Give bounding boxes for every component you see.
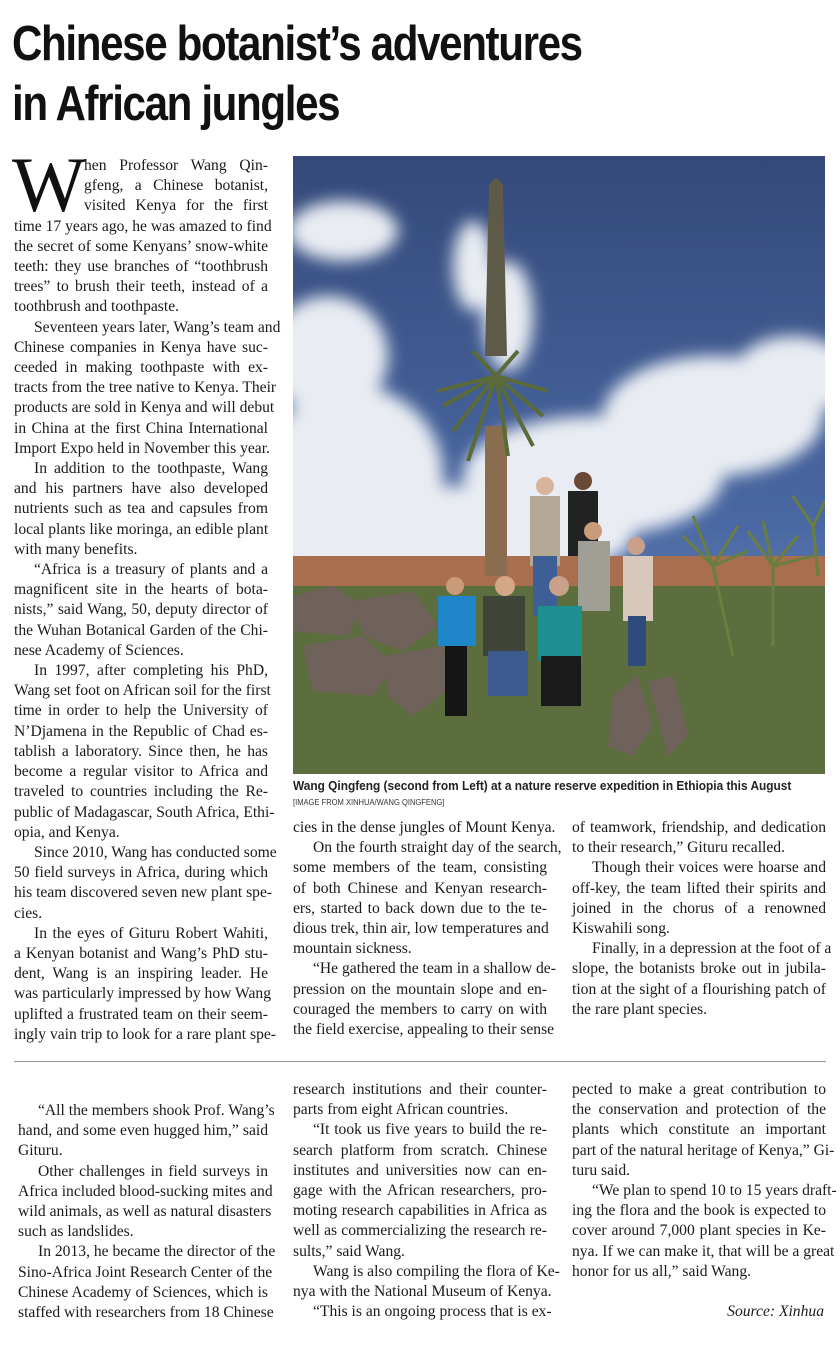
text-line: tracts from the tree native to Kenya. Their [14, 379, 277, 397]
paragraph [14, 560, 268, 661]
article-column-1 [14, 156, 281, 1045]
text-line: time in order to help the University of [14, 702, 268, 720]
text-line: nutrients such as tea and capsules from [14, 500, 268, 518]
paragraph [14, 156, 272, 318]
text-line: and his partners have also developed [14, 480, 268, 498]
text-line: ingly vain trip to look for a rare plant spe- [14, 1025, 276, 1043]
article-column-4 [18, 1101, 276, 1323]
text-line: Seventeen years later, Wang’s team and [34, 318, 281, 336]
text-line: Chinese companies in Kenya have suc- [14, 338, 268, 356]
text-line: pected to make a great contribution to [572, 1081, 826, 1098]
text-line: joined in the chorus of a renowned [572, 899, 826, 917]
text-line: toothbrush and toothpaste. [14, 298, 180, 316]
text-line: the Wuhan Botanical Garden of the Chi- [14, 621, 268, 639]
text-line: search platform from scratch. Chinese [293, 1141, 547, 1159]
text-line: was particularly impressed by how Wang [14, 985, 271, 1003]
text-line: wild animals, as well as natural disasters [18, 1203, 272, 1221]
text-line: plants which constitute an important [572, 1121, 826, 1139]
photo-credit: [IMAGE FROM XINHUA/WANG QINGFENG] [293, 797, 445, 807]
text-line: ceeded in making toothpaste with ex- [14, 359, 268, 377]
paragraph [572, 818, 826, 858]
text-line: Wang set foot on African soil for the first [14, 682, 271, 700]
paragraph [14, 318, 281, 459]
drop-cap: W [12, 141, 86, 228]
paragraph [14, 843, 277, 924]
text-line: institutes and universities now can en- [293, 1161, 547, 1179]
text-line: well as commercializing the research re- [293, 1222, 547, 1240]
text-line: In the eyes of Gituru Robert Wahiti, [34, 924, 268, 942]
text-line: Other challenges in field surveys in [38, 1162, 268, 1180]
text-line: Sino-Africa Joint Research Center of the [18, 1263, 273, 1281]
text-line: magnificent site in the hearts of bota- [14, 581, 268, 599]
text-line: gage with the African researchers, pro- [293, 1182, 547, 1200]
text-line: off-key, the team lifted their spirits and [572, 879, 826, 897]
text-line: moting research capabilities in Africa as [293, 1202, 547, 1220]
text-line: parts from eight African countries. [293, 1101, 509, 1119]
text-line: ers, started to back down due to the te- [293, 899, 547, 917]
text-line: Chinese Academy of Sciences, which is [18, 1283, 268, 1301]
text-line: the secret of some Kenyans’ snow-white [14, 237, 268, 255]
text-line: uplifted a frustrated team on their seem- [14, 1005, 268, 1023]
text-line: products are sold in Kenya and will debut [14, 399, 275, 417]
paragraph [572, 1181, 837, 1282]
photo-caption: Wang Qingfeng (second from Left) at a nature reserve expedition in Ethiopia this August [293, 778, 792, 793]
text-line: dious trek, thin air, low temperatures and [293, 920, 549, 938]
text-line: hen Professor Wang Qin- [84, 157, 268, 174]
text-line: staffed with researchers from 18 Chinese [18, 1304, 274, 1322]
text-line: become a regular visitor to Africa and [14, 763, 268, 781]
text-line: tion at the sight of a flourishing patch of [572, 980, 826, 998]
text-line: time 17 years ago, he was amazed to find [14, 217, 272, 235]
text-line: gfeng, a Chinese botanist, [84, 177, 268, 195]
text-line: “This is an ongoing process that is ex- [313, 1303, 552, 1321]
text-line: the conservation and protection of the [572, 1101, 826, 1119]
text-line: “It took us five years to build the re- [313, 1121, 547, 1139]
paragraph [572, 1080, 835, 1181]
lobelia-trunk [485, 426, 507, 576]
paragraph [293, 1302, 552, 1322]
text-line: the rare plant species. [572, 1000, 708, 1018]
paragraph [293, 1120, 547, 1261]
text-line: “Africa is a treasury of plants and a [34, 561, 268, 579]
text-line: Wang is also compiling the flora of Ke- [313, 1262, 560, 1280]
text-line: Since 2010, Wang has conducted some [34, 843, 277, 861]
paragraph [293, 959, 556, 1040]
section-divider [14, 1061, 826, 1062]
text-line: nists,” said Wang, 50, deputy director of [14, 601, 268, 619]
paragraph [572, 858, 826, 939]
text-line: opia, and Kenya. [14, 823, 120, 841]
text-line: turu said. [572, 1161, 631, 1179]
text-line: of both Chinese and Kenyan research- [293, 879, 547, 897]
text-line: “He gathered the team in a shallow de- [313, 960, 556, 978]
text-line: cover around 7,000 plant species in Ke- [572, 1222, 826, 1240]
text-line: 50 field surveys in Africa, during which [14, 864, 268, 882]
text-line: Gituru. [18, 1142, 63, 1160]
text-line: slope, the botanists broke out in jubila- [572, 960, 826, 978]
article-photo [293, 156, 825, 774]
paragraph [293, 1262, 560, 1302]
paragraph [293, 818, 556, 838]
text-line: nya. If we can make it, that will be a great [572, 1242, 835, 1260]
text-line: a Kenyan botanist and Wang’s PhD stu- [14, 944, 268, 962]
text-line: hand, and some even hugged him,” said [18, 1122, 268, 1140]
text-line: Africa included blood-sucking mites and [18, 1182, 273, 1200]
paragraph [14, 459, 268, 560]
text-line: Finally, in a depression at the foot of a [592, 940, 832, 958]
source-credit: Source: Xinhua [727, 1303, 824, 1320]
text-line: some members of the team, consisting [293, 859, 547, 877]
text-line: nya with the National Museum of Kenya. [293, 1283, 552, 1301]
text-line: in China at the first China International [14, 419, 268, 437]
article-column-6 [572, 1080, 837, 1282]
text-line: In 1997, after completing his PhD, [34, 662, 268, 680]
paragraph [18, 1242, 276, 1323]
text-line: On the fourth straight day of the search, [313, 839, 562, 857]
paragraph [14, 661, 275, 843]
text-line: teeth: they use branches of “toothbrush [14, 258, 268, 276]
text-line: mountain sickness. [293, 940, 412, 958]
paragraph [572, 939, 832, 1020]
headline [12, 14, 582, 134]
text-line: cies in the dense jungles of Mount Kenya. [293, 819, 556, 836]
article-column-3 [572, 818, 832, 1020]
text-line: public of Madagascar, South Africa, Ethi- [14, 803, 275, 821]
article-column-2 [293, 818, 562, 1040]
headline-line-1: Chinese botanist’s adventures [12, 17, 582, 71]
paragraph [14, 924, 276, 1045]
text-line: couraged the members to carry on with [293, 1000, 547, 1018]
text-line: tablish a laboratory. Since then, he has [14, 742, 268, 760]
text-line: to their research,” Gituru recalled. [572, 839, 786, 857]
text-line: ing the flora and the book is expected to [572, 1202, 826, 1220]
text-line: dent, Wang is an inspiring leader. He [14, 965, 268, 983]
text-line: part of the natural heritage of Kenya,” Gi- [572, 1141, 835, 1159]
text-line: such as landslides. [18, 1223, 134, 1241]
text-line: sults,” said Wang. [293, 1242, 405, 1260]
paragraph [18, 1101, 275, 1162]
text-line: In addition to the toothpaste, Wang [34, 460, 268, 478]
text-line: pression on the mountain slope and en- [293, 980, 547, 998]
text-line: traveled to countries including the Re- [14, 783, 268, 801]
text-line: nese Academy of Sciences. [14, 641, 184, 659]
headline-line-2: in African jungles [12, 77, 340, 131]
text-line: Import Expo held in November this year. [14, 439, 270, 457]
photo-scene [293, 156, 825, 774]
text-line: Kiswahili song. [572, 920, 670, 938]
text-line: with many benefits. [14, 540, 138, 558]
text-line: cies. [14, 904, 43, 922]
text-line: the field exercise, appealing to their sense [293, 1021, 555, 1039]
text-line: N’Djamena in the Republic of Chad es- [14, 722, 268, 740]
text-line: honor for us all,” said Wang. [572, 1262, 752, 1280]
text-line: local plants like moringa, an edible plant [14, 520, 269, 538]
text-line: trees” to brush their teeth, instead of a [14, 278, 268, 296]
text-line: his team discovered seven new plant spe- [14, 884, 273, 902]
text-line: Though their voices were hoarse and [592, 859, 826, 877]
text-line: “We plan to spend 10 to 15 years draft- [592, 1182, 837, 1200]
paragraph [293, 1080, 547, 1120]
paragraph [18, 1162, 273, 1243]
text-line: of teamwork, friendship, and dedication [572, 819, 826, 836]
text-line: In 2013, he became the director of the [38, 1243, 276, 1261]
article-column-5 [293, 1080, 560, 1322]
paragraph [293, 838, 562, 959]
text-line: “All the members shook Prof. Wang’s [38, 1102, 275, 1119]
text-line: visited Kenya for the first [84, 197, 268, 215]
text-line: research institutions and their counter- [293, 1081, 547, 1098]
